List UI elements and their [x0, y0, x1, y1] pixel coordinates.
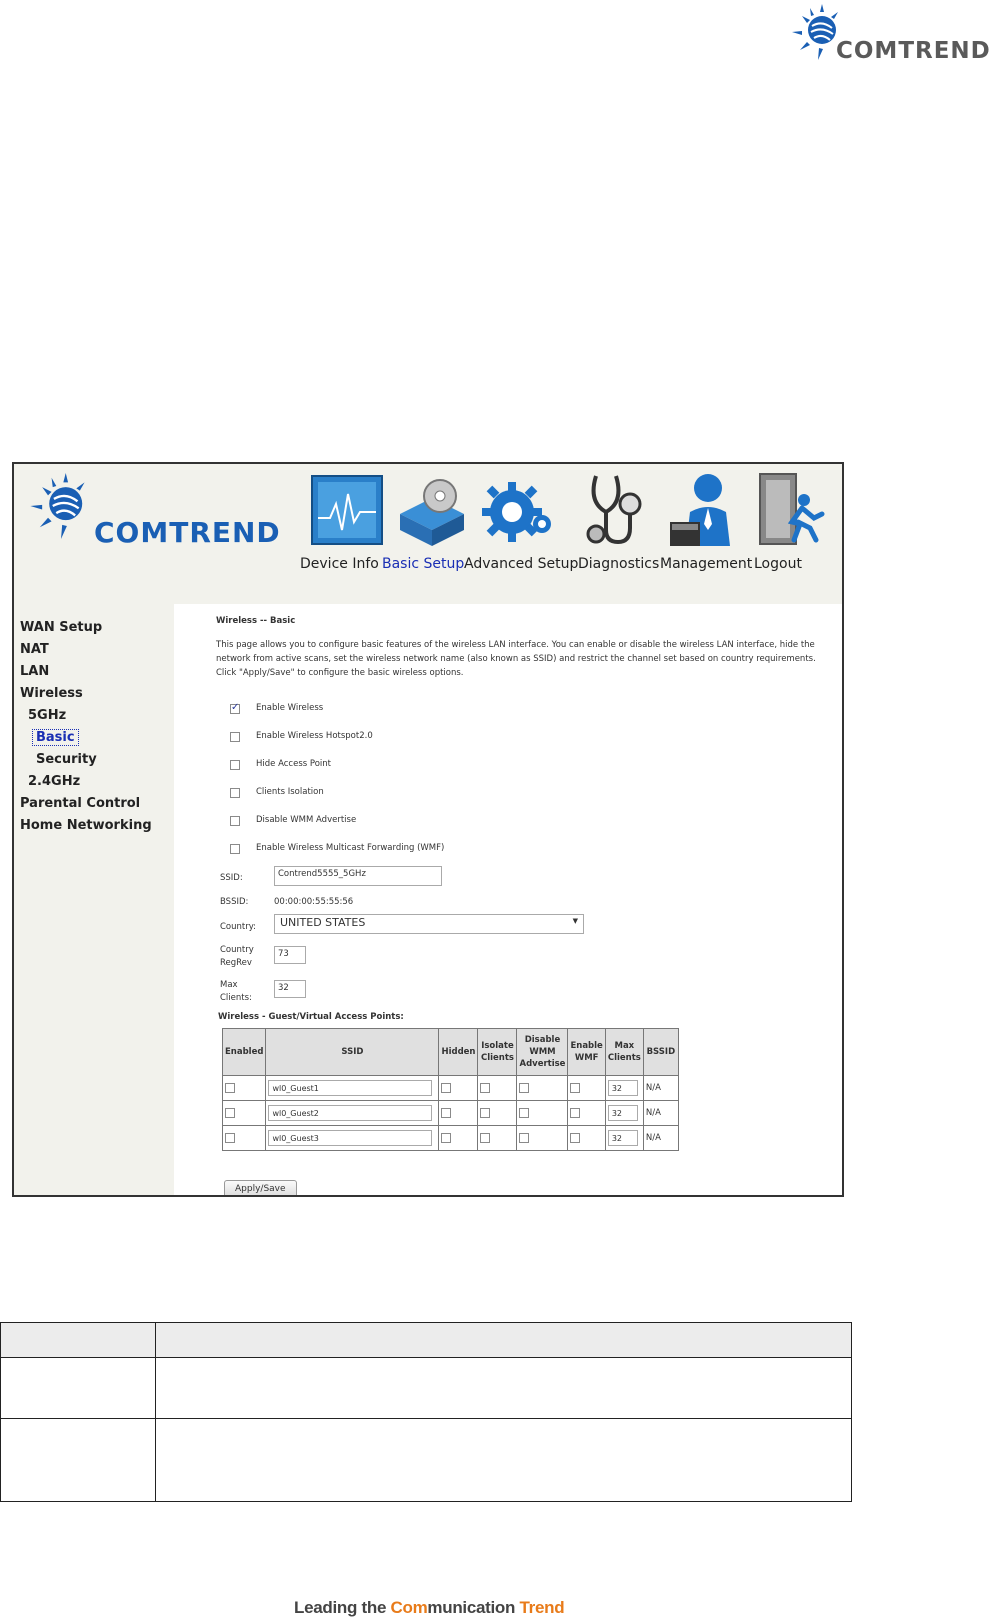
table-header-cell-1	[1, 1323, 156, 1358]
guest1-hidden-checkbox[interactable]	[441, 1083, 451, 1093]
ssid-label: SSID:	[220, 873, 243, 883]
row3-enabled-cell	[223, 1126, 266, 1151]
nav-device-info[interactable]: Device Info	[300, 556, 379, 572]
guest1-max-clients-input[interactable]: 32	[608, 1080, 638, 1096]
router-ui-screenshot	[12, 462, 844, 1197]
country-label: Country:	[220, 922, 257, 932]
hide-access-point-label: Hide Access Point	[256, 759, 331, 769]
col-max-line2: Clients	[607, 1053, 641, 1063]
table-cell	[1, 1419, 156, 1502]
col-isolate-clients	[478, 1029, 517, 1076]
guest1-ssid-input[interactable]: wl0_Guest1	[268, 1080, 432, 1096]
comtrend-wordmark: COMTREND	[94, 516, 281, 549]
row3-ssid-cell	[266, 1126, 439, 1151]
col-disable-wmm	[517, 1029, 568, 1076]
row2-hidden-cell	[439, 1101, 478, 1126]
row2-wmm-cell	[517, 1101, 568, 1126]
row2-wmf-cell	[568, 1101, 605, 1126]
page-description: This page allows you to configure basic features of the wireless LAN interface. You can enable or disable the wireless LAN interface, hide the network from active scans, set the wireless network name (also known as SSID) and restrict the channel set based on country requirements. Click "Apply/Save" to configure the basic wireless options.	[216, 640, 816, 678]
slogan-part-1: Leading the	[294, 1598, 391, 1617]
table-cell	[1, 1358, 156, 1419]
guest3-ssid-input[interactable]: wl0_Guest3	[268, 1130, 432, 1146]
row1-wmm-cell	[517, 1076, 568, 1101]
col-wmf-line2: WMF	[574, 1053, 599, 1063]
guest3-hidden-checkbox[interactable]	[441, 1133, 451, 1143]
chevron-down-icon: ▼	[572, 917, 578, 925]
comtrend-logo-top	[790, 2, 995, 66]
slogan-part-4: Trend	[519, 1598, 565, 1617]
col-enabled: Enabled	[223, 1029, 266, 1076]
row2-isolate-cell	[478, 1101, 517, 1126]
row1-ssid-cell	[266, 1076, 439, 1101]
management-person-icon[interactable]	[668, 472, 744, 548]
row1-wmf-cell	[568, 1076, 605, 1101]
logout-door-icon[interactable]	[756, 470, 826, 550]
table-row	[1, 1419, 852, 1502]
sidebar-item-2-4ghz[interactable]: 2.4GHz	[28, 774, 81, 789]
comtrend-starburst-icon	[28, 470, 94, 542]
page-title: Wireless -- Basic	[216, 616, 296, 626]
row1-max-cell	[605, 1076, 643, 1101]
guest1-wmm-checkbox[interactable]	[519, 1083, 529, 1093]
max-clients-label-line1: Max	[220, 980, 238, 990]
country-select-value: UNITED STATES	[280, 916, 366, 929]
basic-setup-box-icon[interactable]	[394, 474, 470, 546]
guest-ap-table	[222, 1028, 679, 1151]
enable-hotspot-label: Enable Wireless Hotspot2.0	[256, 731, 373, 741]
regrev-label-line1: Country	[220, 945, 254, 955]
bssid-value: 00:00:00:55:55:56	[274, 897, 354, 907]
guest2-isolate-checkbox[interactable]	[480, 1108, 490, 1118]
ssid-input[interactable]: Contrend5555_5GHz	[274, 866, 442, 886]
guest2-bssid: N/A	[643, 1101, 678, 1126]
guest3-isolate-checkbox[interactable]	[480, 1133, 490, 1143]
row1-hidden-cell	[439, 1076, 478, 1101]
guest2-max-clients-input[interactable]: 32	[608, 1105, 638, 1121]
guest-ap-header-row	[223, 1029, 679, 1076]
guest2-wmf-checkbox[interactable]	[570, 1108, 580, 1118]
disable-wmm-checkbox[interactable]	[230, 816, 240, 826]
col-isolate-line1: Isolate	[481, 1041, 514, 1051]
col-wmm-line3: Advertise	[519, 1059, 566, 1069]
hide-access-point-checkbox[interactable]	[230, 760, 240, 770]
col-wmm-line1: Disable	[524, 1035, 561, 1045]
comtrend-wordmark: COMTREND	[836, 38, 991, 64]
table-header-cell-2	[156, 1323, 852, 1358]
apply-save-button[interactable]: Apply/Save	[224, 1180, 297, 1197]
table-cell	[156, 1358, 852, 1419]
guest3-max-clients-input[interactable]: 32	[608, 1130, 638, 1146]
clients-isolation-label: Clients Isolation	[256, 787, 324, 797]
col-ssid: SSID	[266, 1029, 439, 1076]
enable-wireless-checkbox[interactable]	[230, 704, 240, 714]
table-header-row	[1, 1323, 852, 1358]
table-row	[1, 1358, 852, 1419]
table-row	[223, 1126, 679, 1151]
col-isolate-line2: Clients	[480, 1053, 514, 1063]
table-row	[223, 1101, 679, 1126]
guest3-wmf-checkbox[interactable]	[570, 1133, 580, 1143]
table-cell	[156, 1419, 852, 1502]
col-enable-wmf	[568, 1029, 605, 1076]
guest-ap-title: Wireless - Guest/Virtual Access Points:	[218, 1012, 404, 1022]
guest1-wmf-checkbox[interactable]	[570, 1083, 580, 1093]
row3-wmm-cell	[517, 1126, 568, 1151]
guest2-enabled-checkbox[interactable]	[225, 1108, 235, 1118]
guest3-enabled-checkbox[interactable]	[225, 1133, 235, 1143]
guest3-bssid: N/A	[643, 1126, 678, 1151]
sidebar-item-wan-setup[interactable]: WAN Setup	[20, 620, 103, 635]
footer-slogan	[294, 1598, 564, 1618]
col-max-line1: Max	[614, 1041, 635, 1051]
max-clients-label-line2: Clients:	[220, 993, 252, 1003]
row2-enabled-cell	[223, 1101, 266, 1126]
nav-management[interactable]: Management	[660, 556, 753, 572]
max-clients-input[interactable]: 32	[274, 980, 306, 998]
sidebar-item-home-networking[interactable]: Home Networking	[20, 818, 152, 833]
nav-diagnostics[interactable]: Diagnostics	[578, 556, 660, 572]
sidebar-item-basic[interactable]: Basic	[32, 729, 79, 746]
guest2-ssid-input[interactable]: wl0_Guest2	[268, 1105, 432, 1121]
col-hidden: Hidden	[439, 1029, 478, 1076]
sidebar-item-nat[interactable]: NAT	[20, 642, 49, 657]
sidebar-item-5ghz[interactable]: 5GHz	[28, 708, 67, 723]
col-wmm-line2: WMM	[529, 1047, 556, 1057]
parameter-description-table	[0, 1322, 852, 1502]
enable-wmf-label: Enable Wireless Multicast Forwarding (WMF)	[256, 843, 445, 853]
guest2-wmm-checkbox[interactable]	[519, 1108, 529, 1118]
guest1-bssid: N/A	[643, 1076, 678, 1101]
row3-wmf-cell	[568, 1126, 605, 1151]
advanced-setup-gear-icon[interactable]	[478, 478, 554, 546]
device-info-monitor-icon[interactable]	[310, 474, 384, 546]
guest2-hidden-checkbox[interactable]	[441, 1108, 451, 1118]
slogan-part-3: munication	[427, 1598, 520, 1617]
sidebar-item-wireless[interactable]: Wireless	[20, 686, 83, 701]
regrev-input[interactable]: 73	[274, 946, 306, 964]
row2-max-cell	[605, 1101, 643, 1126]
clients-isolation-checkbox[interactable]	[230, 788, 240, 798]
row3-isolate-cell	[478, 1126, 517, 1151]
sidebar	[14, 604, 174, 1195]
guest1-enabled-checkbox[interactable]	[225, 1083, 235, 1093]
main-content	[174, 604, 842, 1195]
row2-ssid-cell	[266, 1101, 439, 1126]
nav-basic-setup[interactable]: Basic Setup	[382, 556, 465, 572]
table-row	[223, 1076, 679, 1101]
guest3-wmm-checkbox[interactable]	[519, 1133, 529, 1143]
enable-hotspot-checkbox[interactable]	[230, 732, 240, 742]
row3-max-cell	[605, 1126, 643, 1151]
row1-isolate-cell	[478, 1076, 517, 1101]
sidebar-item-parental-control[interactable]: Parental Control	[20, 796, 141, 811]
enable-wmf-checkbox[interactable]	[230, 844, 240, 854]
slogan-part-2: Com	[390, 1598, 428, 1617]
guest1-isolate-checkbox[interactable]	[480, 1083, 490, 1093]
disable-wmm-label: Disable WMM Advertise	[256, 815, 357, 825]
row3-hidden-cell	[439, 1126, 478, 1151]
nav-advanced-setup[interactable]: Advanced Setup	[464, 556, 579, 572]
sidebar-item-security[interactable]: Security	[36, 752, 97, 767]
enable-wireless-label: Enable Wireless	[256, 703, 324, 713]
nav-logout[interactable]: Logout	[754, 556, 802, 572]
row1-enabled-cell	[223, 1076, 266, 1101]
col-bssid: BSSID	[643, 1029, 678, 1076]
bssid-label: BSSID:	[220, 897, 249, 907]
router-header	[14, 464, 842, 604]
col-wmf-line1: Enable	[570, 1041, 603, 1051]
col-max-clients	[605, 1029, 643, 1076]
diagnostics-stethoscope-icon[interactable]	[582, 472, 648, 548]
country-select[interactable]	[274, 914, 584, 934]
regrev-label-line2: RegRev	[220, 958, 252, 968]
sidebar-item-lan[interactable]: LAN	[20, 664, 50, 679]
